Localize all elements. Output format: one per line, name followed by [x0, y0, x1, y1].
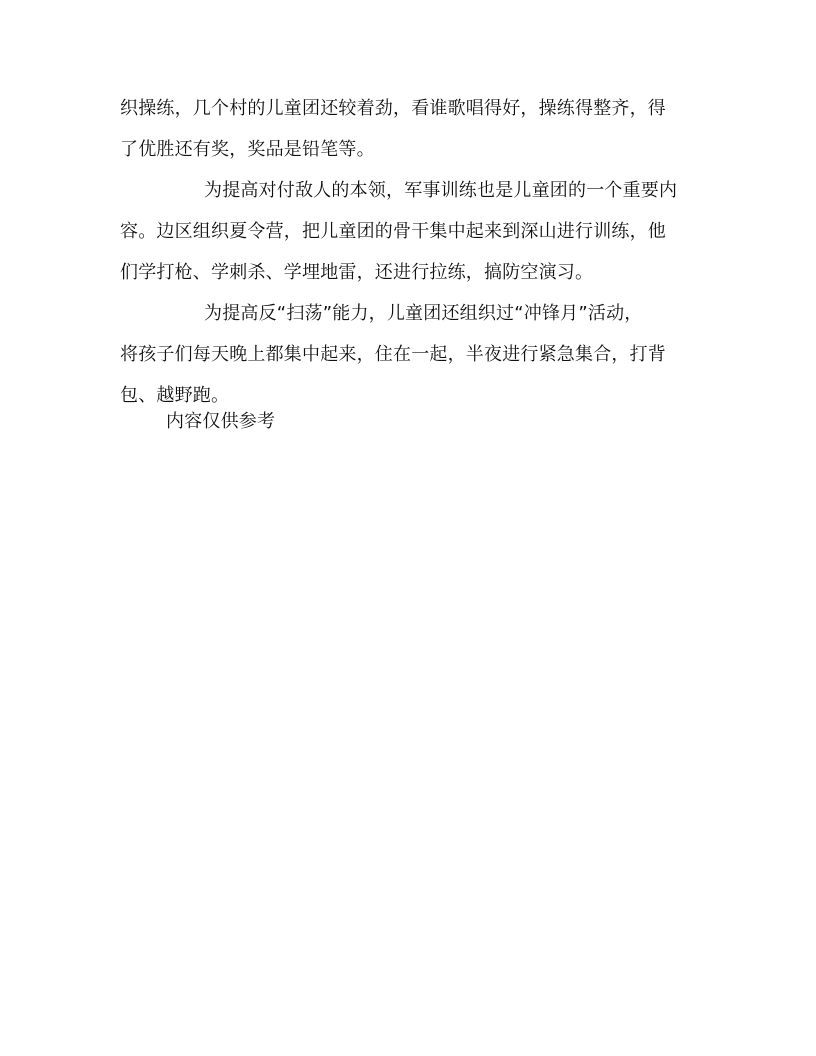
paragraph-line: 为提高反“扫荡”能力，儿童团还组织过“冲锋月”活动， — [204, 303, 643, 324]
disclaimer-note: 内容仅供参考 — [166, 411, 276, 432]
paragraph-line: 包、越野跑。 — [120, 385, 230, 406]
paragraph-line: 了优胜还有奖，奖品是铅笔等。 — [120, 139, 375, 160]
paragraph-line: 将孩子们每天晚上都集中起来，住在一起，半夜进行紧急集合，打背 — [120, 344, 666, 365]
paragraph-line: 们学打枪、学刺杀、学埋地雷，还进行拉练，搞防空演习。 — [120, 262, 594, 283]
paragraph-line: 为提高对付敌人的本领，军事训练也是儿童团的一个重要内 — [204, 180, 678, 201]
paragraph-line: 织操练，几个村的儿童团还较着劲，看谁歌唱得好，操练得整齐，得 — [120, 98, 666, 119]
paragraph-line: 容。边区组织夏令营，把儿童团的骨干集中起来到深山进行训练，他 — [120, 221, 666, 242]
document-body — [120, 94, 700, 422]
